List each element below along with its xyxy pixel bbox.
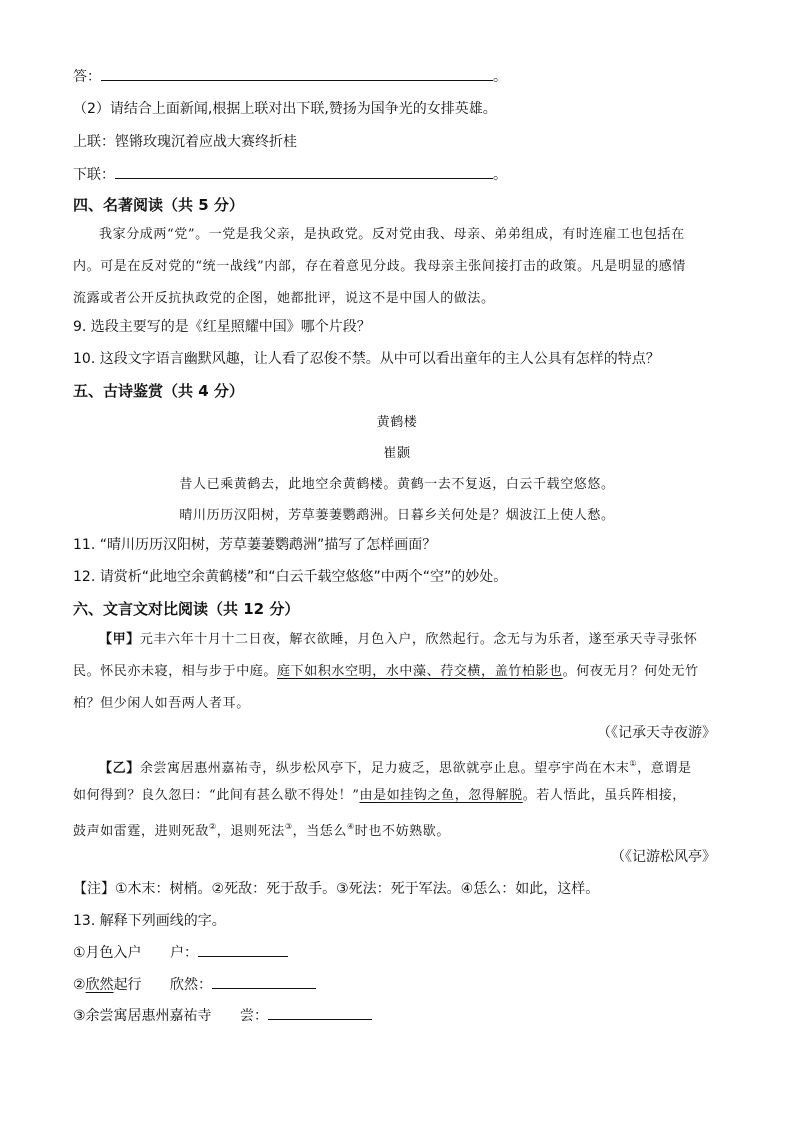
text-jia-line: 【甲】元丰六年十月十二日夜，解衣欲睡，月色入户，欣然起行。念无与为乐者，遂至承天寺寻张怀: [99, 632, 698, 647]
couplet-lower-blank[interactable]: [115, 164, 493, 179]
question-13: 13. 解释下列画线的字。: [73, 913, 226, 929]
question-11: 11. “晴川历历汉阳树，芳草萋萋鹦鹉洲”描写了怎样画面？: [73, 537, 437, 553]
text-jia-tag: 【甲】: [99, 632, 140, 647]
poem-line: 晴川历历汉阳树，芳草萋萋鹦鹉洲。日暮乡关何处是？烟波江上使人愁。: [179, 508, 615, 523]
underlined-sentence: 庭下如积水空明，水中藻、荇交横，盖竹柏影也: [277, 664, 563, 679]
couplet-instruction: （2）请结合上面新闻,根据上联对出下联,赞扬为国争光的女排英雄。: [73, 101, 497, 117]
section6-title: 六、文言文对比阅读（共 12 分）: [73, 600, 300, 618]
text-jia-line: 柏？但少闲人如吾两人者耳。: [73, 696, 250, 711]
answer-blank[interactable]: [101, 66, 493, 81]
question-12: 12. 请赏析“此地空余黄鹤楼”和“白云千载空悠悠”中两个“空”的妙处。: [73, 569, 508, 585]
text-yi-source: （《记游松风亭》: [611, 849, 716, 865]
question-10: 10. 这段文字语言幽默风趣，让人看了忍俊不禁。从中可以看出童年的主人公具有怎样的特点？: [73, 351, 660, 367]
text-jia-source: （《记承天寺夜游》: [597, 725, 716, 741]
poem-author: 崔颢: [383, 446, 411, 461]
q13-item-2-blank[interactable]: [212, 974, 316, 989]
poem-line: 昔人已乘黄鹤去，此地空余黄鹤楼。黄鹤一去不复返，白云千载空悠悠。: [179, 477, 615, 492]
text-yi-line: 如何得到？良久忽曰：“此间有甚么歇不得处！”由是如挂钩之鱼，忽得解脱。若人悟此，虽兵阵相接，: [73, 788, 686, 803]
q13-item-3-blank[interactable]: [268, 1005, 372, 1020]
section4-passage-line: 流露或者公开反抗执政党的企图，她都批评，说这不是中国人的做法。: [73, 291, 495, 306]
section4-passage-line: 内。可是在反对党的“统一战线”内部，存在着意见分歧。我母亲主张间接打击的政策。凡是明显的感情: [73, 259, 686, 274]
section4-title: 四、名著阅读（共 5 分）: [73, 196, 244, 214]
text-yi-line: 【乙】余尝寓居惠州嘉祐寺，纵步松风亭下，足力疲乏，思欲就亭止息。望亭宇尚在木末①，意谓是: [99, 759, 692, 776]
section5-title: 五、古诗鉴赏（共 4 分）: [73, 382, 244, 400]
couplet-lower: 下联： 。: [73, 164, 507, 185]
q13-item-1-blank[interactable]: [198, 942, 288, 957]
question-9: 9. 选段主要写的是《红星照耀中国》哪个片段？: [73, 319, 371, 335]
q13-item-1: ①月色入户 户：: [73, 942, 288, 963]
underlined-sentence: 由是如挂钩之鱼，忽得解脱: [359, 788, 523, 803]
text-yi-line: 鼓声如雷霆，进则死敌②，退则死法③，当恁么④时也不妨熟歇。: [73, 822, 450, 839]
text-jia-line: 民。怀民亦未寝，相与步于中庭。庭下如积水空明，水中藻、荇交横，盖竹柏影也。何夜无月？何处无竹: [73, 664, 699, 679]
text-yi-tag: 【乙】: [99, 761, 140, 776]
poem-title: 黄鹤楼: [376, 415, 418, 430]
answer-line: 答： 。: [73, 66, 507, 87]
couplet-upper: 上联：铿锵玫瑰沉着应战大赛终折桂: [73, 134, 297, 150]
q13-item-2: ②欣然起行 欣然：: [73, 974, 316, 995]
annotation-note: 【注】①木末：树梢。②死敌：死于敌手。③死法：死于军法。④恁么：如此，这样。: [73, 881, 600, 897]
section4-passage-line: 我家分成两“党”。一党是我父亲，是执政党。反对党由我、母亲、弟弟组成，有时连雇工也包括在: [99, 227, 685, 242]
q13-item-3: ③余尝寓居惠州嘉祐寺 尝：: [73, 1005, 372, 1026]
